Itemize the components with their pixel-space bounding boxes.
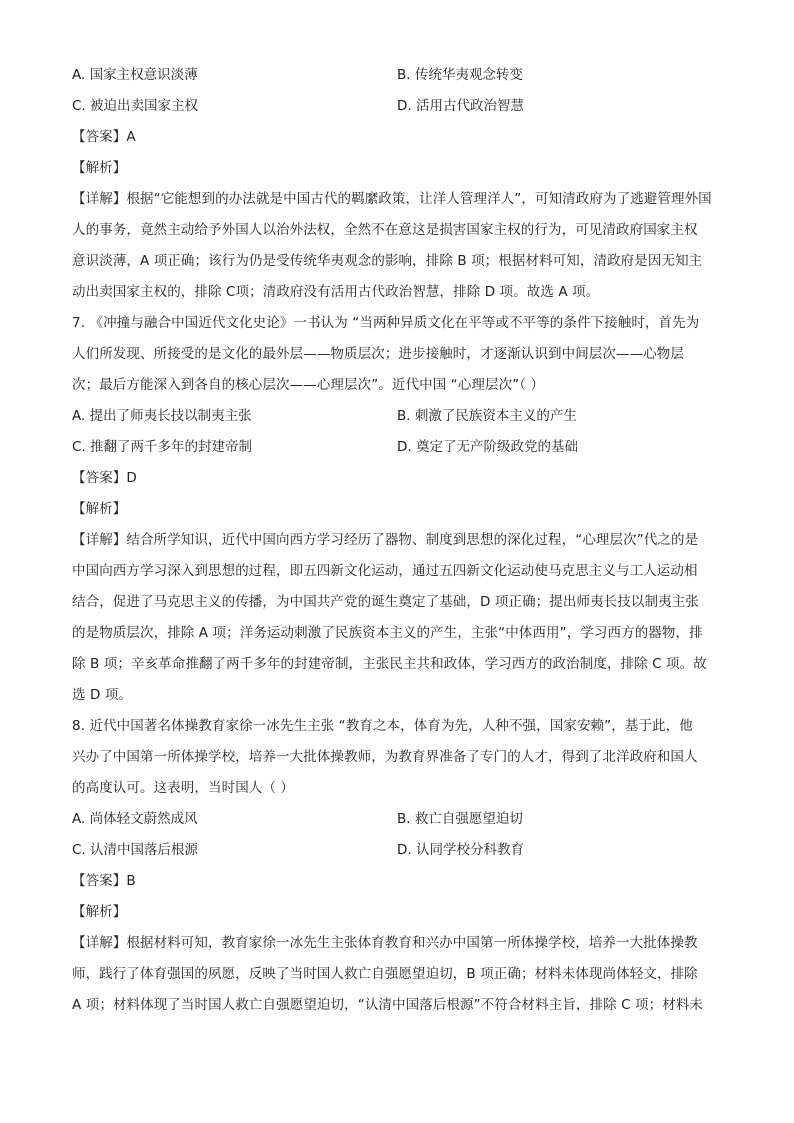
q6-option-c: C. 被迫出卖国家主权 — [72, 98, 199, 114]
q8-detail-line: A 项；材料体现了当时国人救亡自强愿望迫切，“认清中国落后根源”不符合材料主旨，排除 C 项；材料未 — [72, 997, 704, 1013]
q7-detail-line: 结合，促进了马克思主义的传播，为中国共产党的诞生奠定了基础，D 项正确；提出师夷长技以制夷主张 — [72, 594, 699, 610]
q8-options-row-2 — [72, 835, 722, 866]
q6-detail-line: 动出卖国家主权的，排除 C项；清政府没有活用古代政治智慧，排除 D 项。故选 A 项。 — [72, 284, 600, 300]
q6-option-a: A. 国家主权意识淡薄 — [72, 67, 198, 83]
q8-stem-line: 8. 近代中国著名体操教育家徐一冰先生主张 “教育之本，体育为先，人种不强，国家安赖”，基于此，他 — [72, 718, 693, 734]
q7-options-row-1 — [72, 401, 722, 432]
q7-option-d: D. 奠定了无产阶级政党的基础 — [397, 439, 578, 455]
q8-option-c: C. 认清中国落后根源 — [72, 842, 199, 858]
q6-answer: 【答案】A — [72, 129, 136, 145]
q6-detail-line: 人的事务，竟然主动给予外国人以治外法权，全然不在意这是损害国家主权的行为，可见清政府国家主权 — [72, 222, 698, 238]
q8-stem-line: 兴办了中国第一所体操学校，培养一大批体操教师，为教育界准备了专门的人才，得到了北洋政府和国人 — [72, 749, 698, 765]
document-page — [72, 60, 722, 1021]
q7-stem-line: 次；最后方能深入到各自的核心层次——心理层次”。近代中国 “心理层次”（ ） — [72, 377, 545, 393]
q7-stem-line: 7. 《冲撞与融合中国近代文化史论》一书认为 “当两种异质文化在平等或不平等的条件下接触时，首先为 — [72, 315, 700, 331]
q7-detail-line: 【详解】结合所学知识，近代中国向西方学习经历了器物、制度到思想的深化过程，“心理层次”代之的是 — [72, 532, 699, 548]
q6-option-b: B. 传统华夷观念转变 — [397, 67, 523, 83]
q7-stem-line: 人们所发现、所接受的是文化的最外层——物质层次；进步接触时，才逐渐认识到中间层次——心物层 — [72, 346, 684, 362]
q8-stem-line: 的高度认可。这表明，当时国人（ ） — [72, 780, 294, 796]
q7-options-row-2 — [72, 432, 722, 463]
q7-option-b: B. 刺激了民族资本主义的产生 — [397, 408, 577, 424]
q8-detail-line: 【详解】根据材料可知，教育家徐一冰先生主张体育教育和兴办中国第一所体操学校，培养一大批体操教 — [72, 935, 698, 951]
q6-options-row-1 — [72, 60, 722, 91]
q7-option-a: A. 提出了师夷长技以制夷主张 — [72, 408, 252, 424]
q6-options-row-2 — [72, 91, 722, 122]
q7-analysis-label: 【解析】 — [72, 501, 127, 517]
q6-option-d: D. 活用古代政治智慧 — [397, 98, 524, 114]
q7-detail-line: 中国向西方学习深入到思想的过程，即五四新文化运动，通过五四新文化运动使马克思主义与工人运动相 — [72, 563, 698, 579]
q8-option-d: D. 认同学校分科教育 — [397, 842, 524, 858]
q8-option-b: B. 救亡自强愿望迫切 — [397, 811, 523, 827]
q8-options-row-1 — [72, 804, 722, 835]
q8-answer: 【答案】B — [72, 873, 136, 889]
q8-analysis-label: 【解析】 — [72, 904, 127, 920]
q7-detail-line: 选 D 项。 — [72, 687, 133, 703]
q7-option-c: C. 推翻了两千多年的封建帝制 — [72, 439, 253, 455]
q6-analysis-label: 【解析】 — [72, 160, 127, 176]
q8-option-a: A. 尚体轻文蔚然成风 — [72, 811, 198, 827]
q7-detail-line: 除 B 项；辛亥革命推翻了两千多年的封建帝制，主张民主共和政体，学习西方的政治制度，排除 C 项。故 — [72, 656, 707, 672]
q6-detail-line: 【详解】根据“它能想到的办法就是中国古代的羁縻政策，让洋人管理洋人”，可知清政府为了逃避管理外国 — [72, 191, 712, 207]
q8-detail-line: 师，践行了体育强国的夙愿，反映了当时国人救亡自强愿望迫切，B 项正确；材料未体现尚体轻文，排除 — [72, 966, 698, 982]
q6-detail-line: 意识淡薄，A 项正确；该行为仍是受传统华夷观念的影响，排除 B 项；根据材料可知，清政府是因无知主 — [72, 253, 703, 269]
q7-answer: 【答案】D — [72, 470, 137, 486]
q7-detail-line: 的是物质层次，排除 A 项；洋务运动刺激了民族资本主义的产生，主张“中体西用”，学习西方的器物，排 — [72, 625, 703, 641]
